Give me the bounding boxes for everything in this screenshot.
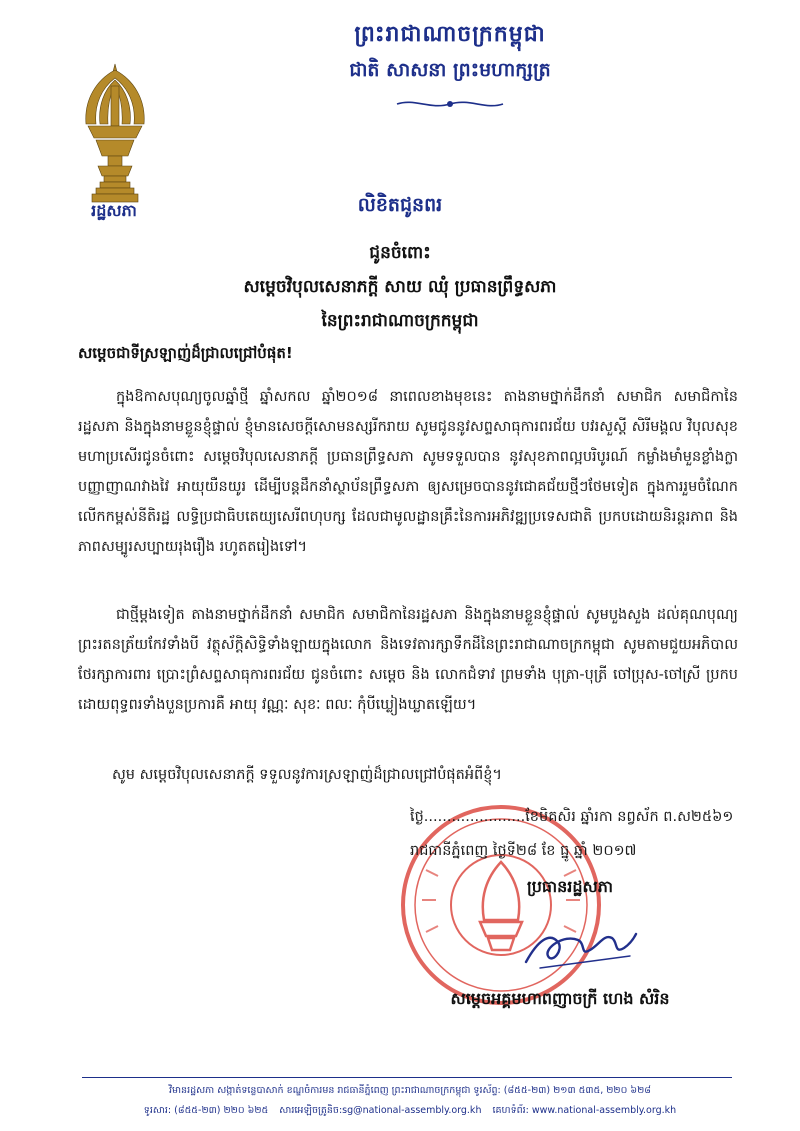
official-seal-icon [396, 800, 606, 1010]
signature-icon [520, 920, 640, 976]
body-paragraph-1: ក្នុងឱកាសបុណ្យចូលឆ្នាំថ្មី ឆ្នាំសកល ឆ្នាំ២០១៨ នាពេលខាងមុខនេះ តាងនាមថ្នាក់ដឹកនាំ សមាជិក សមាជិកានៃរដ្ឋសភា និងក្នុងនាមខ្លួនខ្ញុំផ្ទាល់ ខ្ញុំមានសេចក្ដីសោមនស្សរីករាយ សូមជូននូវសព្ទសាធុការពរជ័យ បវរសួស្ដី សិរីមង្គល វិបុលសុខ មហាប្រសើរជូនចំពោះ សម្ដេចវិបុលសេនាភក្ដី ប្រធានព្រឹទ្ធសភា សូមទទួលបាន នូវសុខភាពល្អបរិបូរណ៍ កម្លាំងមាំមួនខ្លាំងក្លា បញ្ញាញាណវាងវៃ អាយុយឺនយូរ ដើម្បីបន្តដឹកនាំស្ថាប័នព្រឹទ្ធសភា ឲ្យសម្រេចបាននូវជោគជ័យថ្មីៗថែមទៀត ក្នុងការរួមចំណែកលើកកម្ពស់នីតិរដ្ឋ លទ្ធិប្រជាធិបតេយ្យសេរីពហុបក្ស ដែលជាមូលដ្ឋានគ្រឹះនៃការអភិវឌ្ឍប្រទេសជាតិ ប្រកបដោយនិរន្តរភាព និងភាពសម្បូរសប្បាយរុងរឿង រហូតតរៀងទៅ។ [78, 389, 738, 555]
national-motto: ជាតិ សាសនា ព្រះមហាក្សត្រ [349, 59, 551, 81]
date-lunar: ថ្ងៃ......................ខែមិគសិរ ឆ្នាំរកា នព្វស័ក ព.ស២៥៦១ [410, 809, 734, 825]
document-type: លិខិតជូនពរ [357, 194, 443, 216]
footer-website[interactable]: គេហទំព័រ: www.national-assembly.org.kh [492, 1105, 677, 1116]
emblem-label: រដ្ឋសភា [91, 201, 137, 220]
footer-fax: ទូរសារ: (៨៥៥-២៣) ២២០ ៦២៥ [143, 1105, 269, 1116]
addressee-label: ជូនចំពោះ [369, 243, 431, 263]
kingdom-heading: ព្រះរាជាណាចក្រកម្ពុជា [354, 22, 546, 47]
footer-email[interactable]: សារអេឡិចត្រូនិច:sg@national-assembly.org.kh [279, 1105, 482, 1116]
footer-divider [82, 1077, 732, 1078]
body-paragraph-2: ជាថ្មីម្ដងទៀត តាងនាមថ្នាក់ដឹកនាំ សមាជិក សមាជិកានៃរដ្ឋសភា និងក្នុងនាមខ្លួនខ្ញុំផ្ទាល់ សូមបួងសួង ដល់គុណបុណ្យព្រះរតនត្រ័យកែវទាំងបី វត្ថុស័ក្ដិសិទ្ធិទាំងឡាយក្នុងលោក និងទេវតារក្សាទឹកដីនៃព្រះរាជាណាចក្រកម្ពុជា សូមតាមជួយអភិបាលថែរក្សាការពារ ប្រោះព្រំសព្ទសាធុការពរជ័យ ជូនចំពោះ សម្ដេច និង លោកជំទាវ ព្រមទាំង បុត្រា-បុត្រី ចៅប្រុស-ចៅស្រី ប្រកបដោយពុទ្ធពរទាំងបួនប្រការគឺ អាយុ វណ្ណៈ សុខៈ ពលៈ កុំបីឃ្លៀងឃ្លាតឡើយ។ [78, 607, 738, 713]
addressee-line-1: សម្ដេចវិបុលសេនាភក្ដី សាយ ឈុំ ប្រធានព្រឹទ្ធសភា [243, 277, 557, 297]
ornament-divider-icon [395, 96, 505, 112]
footer-address: វិមានរដ្ឋសភា សង្កាត់ទន្លេបាសាក់ ខណ្ឌចំការមន រាជធានីភ្នំពេញ ព្រះរាជាណាចក្រកម្ពុជា ទូរស័ព្ទ: (៨៥៥-២៣) ២១៣ ៥៣៥, ២២០ ៦២៨ [169, 1085, 651, 1096]
signer-title: ប្រធានរដ្ឋសភា [526, 877, 613, 896]
footer-contact [60, 1104, 760, 1118]
salutation: សម្ដេចជាទីស្រឡាញ់ដ៏ជ្រាលជ្រៅបំផុត! [78, 344, 293, 362]
national-emblem-icon [78, 62, 152, 212]
signer-name: សម្ដេចអគ្គមហាពញាចក្រី ហេង សំរិន [450, 989, 670, 1008]
closing-line: សូម សម្ដេចវិបុលសេនាភក្ដី ទទួលនូវការស្រឡាញ់ដ៏ជ្រាលជ្រៅបំផុតអំពីខ្ញុំ។ [112, 767, 502, 783]
date-solar: រាជធានីភ្នំពេញ ថ្ងៃទី២៨ ខែ ធ្នូ ឆ្នាំ ២០១៧ [410, 843, 637, 859]
addressee-line-2: នៃព្រះរាជាណាចក្រកម្ពុជា [321, 311, 479, 331]
